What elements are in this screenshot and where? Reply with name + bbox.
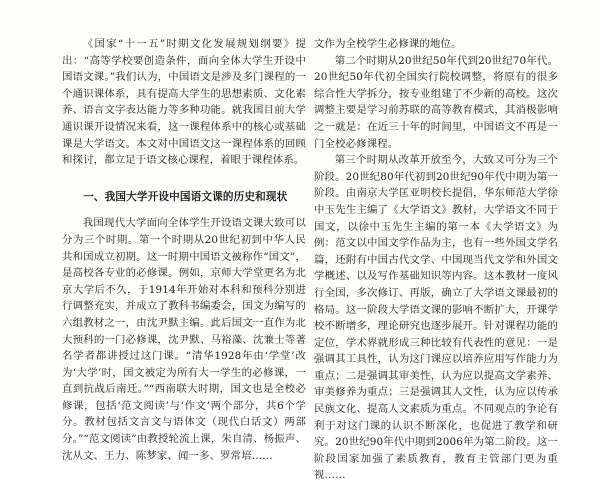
right-column — [314, 36, 558, 484]
history-paragraph-2: 第二个时期从20世纪50年代到20世纪70年代。20世纪50年代初全国实行院校调整，将原有的很多综合性大学拆分，按专业组建了不少新的高校。这次调整主要是学习前苏联的高等教育模式，其消极影响之一就是：在近三十年的时间里，中国语文不再是一门全校必修课程。 — [314, 54, 558, 150]
intro-paragraph: 《国家“十一五”时期文化发展规划纲要》提出：“高等学校要创造条件，面向全体大学生开设中国语文课。”我们认为，中国语文是涉及多门课程的一个通识课体系，具有提高大学生的思想素质、文化素养、语言文字表达能力等多种功能。就我国目前大学通识课开设情况来看，这一课程体系中的核心或基础课是大学语文。本文对中国语文这一课程体系的回顾和探讨，都立足于语文核心课程，着眼于课程体系。 — [62, 38, 306, 167]
paragraph-gap — [62, 169, 306, 177]
history-paragraph-1-continued: 文作为全校学生必修课的地位。 — [314, 38, 462, 50]
left-column — [62, 36, 306, 464]
history-paragraph-3: 第三个时期从改革开放至今，大致又可分为三个阶段。20世纪80年代初到20世纪90年代中期为第一阶段。由南京大学匡亚明校长提倡，华东师范大学徐中玉先生主编了《大学语文》教材，大学语文不同于国文，以徐中玉先生主编的第一本《大学语文》为例：范文以中国文学作品为主，也有一些外国文学名篇，还附有中国古代文学、中国现当代文学和外国文学概述、以及写作基础知识等内容。这本教材一度风行全国，多次修订、再版，确立了大学语文课最初的格局。这一阶段大学语文课的影响不断扩大，开课学校不断增多，理论研究也逐步展开。针对课程功能的定位，学术界就形成三种比较有代表性的意见：一是强调其工具性，认为这门课应以培养应用写作能力为重点；二是强调其审美性，认为应以提高文学素养、审美修养为重点；三是强调其人文性，认为应以传承民族文化、提高人文素质为重点。不同观点的争论有利于对这门课的认识不断深化，也促进了教学和研究。20世纪90年代中期到2006年为第二阶段。这一阶段国家加强了素质教育，教育主管部门更为重视…… — [314, 154, 558, 482]
history-paragraph-1: 我国现代大学面向全体学生开设语文课大致可以分为三个时期。第一个时期从20世纪初到中华人民共和国成立初期。这一时期中国语文被称作“国文”，是高校各专业的必修课。例如，京师大学堂更名为北京大学后不久，于1914年开始对本科和预科分别进行调整充实，并成立了教科书编委会，国文为编写的六组教材之一，由沈尹默主编。此后国文一直作为北大预科的一门必修课，沈尹默、马裕藻、沈兼士等著名学者都讲授过这门课。“清华1928年由‘学堂’改为‘大学’时，国文被定为所有大一学生的必修课，一直到抗战后南迁。”“西南联大时期，国文也是全校必修课，包括‘范文阅读’与‘作文’两个部分，共6个学分。教材包括文言文与语体文（现代白话文）两部分。”“范文阅读”由教授轮流上课，朱自清、杨振声、沈从文、王力、陈梦家、闻一多、罗常培…… — [62, 217, 306, 462]
section-heading: 一、我国大学开设中国语文课的历史和现状 — [83, 190, 288, 203]
